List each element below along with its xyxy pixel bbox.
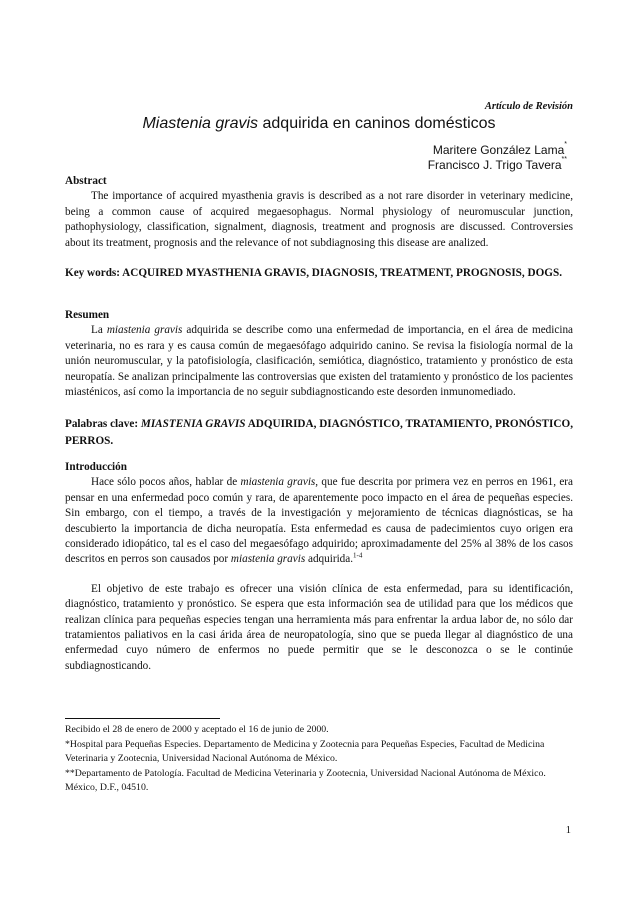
intro-paragraph-2: El objetivo de este trabajo es ofrecer una visión clínica de esta enfermedad, para su identificación, diagnóstico, tratamiento y pronóstico. Se espera que esta información sea de utilidad para que los médicos que realizan clínica para pequeñas especies tengan una herramienta más para enfrentar la ardua labor de, no sólo dar tratamientos paliativos en la casi árida área de neuropatología, sino que se pueda llegar al diagnóstico de una enfermedad cuyo número de enfermos no puede permitir que se le desconozca o se le continúe subdiagnosticando. [65, 582, 573, 672]
palabras-rest: ADQUIRIDA, DIAGNÓSTICO, TRATAMIENTO, PRONÓSTICO, PERROS. [65, 418, 573, 447]
page-number: 1 [565, 825, 571, 836]
intro-paragraph-1 [65, 475, 573, 567]
intro-p1-a: Hace sólo pocos años, hablar de [91, 476, 241, 489]
footnote-affiliation-2: **Departamento de Patología. Facultad de Medicina Veterinaria y Zootecnia, Universidad Nacional Autónoma de México. México, D.F., 04510. [65, 767, 546, 793]
author-name: Francisco J. Trigo Tavera [427, 158, 562, 172]
author-name: Maritere González Lama [432, 143, 565, 157]
intro-p1-italic-2: miastenia gravis [230, 553, 306, 566]
resumen-text [65, 323, 573, 400]
title-rest: adquirida en caninos domésticos [258, 115, 496, 132]
intro-p1-b: , que fue descrita por primera vez en perros en 1961, era pensar en una enfermedad poco común y rara, de aparentemente poco impacto en el área de pequeñas especies. Sin embargo, con el tiempo, a través de la investigación y mejoramiento de técnicas diagnósticas, se ha descubierto la importancia de dicha neuropatía. Esta enfermedad es causa de padecimientos cuyo origen era considerado idiopático, tal es el caso del megaesófago adquirido; aproximadamente del 25% al 38% de los casos descritos en perros son causados por [65, 476, 573, 566]
keywords: Key words: ACQUIRED MYASTHENIA GRAVIS, DIAGNOSIS, TREATMENT, PROGNOSIS, DOGS. [65, 267, 562, 279]
author-2 [428, 158, 567, 172]
citation-ref: 1-4 [353, 551, 363, 560]
palabras-prefix: Palabras clave: [65, 418, 141, 430]
title-italic-part: Miastenia gravis [142, 115, 259, 132]
article-title [65, 115, 573, 133]
article-type-label: Artículo de Revisión [484, 101, 573, 112]
footnote-received: Recibido el 28 de enero de 2000 y aceptado el 16 de junio de 2000. [65, 724, 329, 735]
intro-p1-c: adquirida. [305, 553, 354, 566]
abstract-text: The importance of acquired myasthenia gravis is described as a not rare disorder in veterinary medicine, being a common cause of acquired megaesophagus. Normal physiology of neuromuscular junction, pathophysiology, classification, signalment, diagnosis, treatment and prognosis are discussed. Controversies about its treatment, prognosis and the relevance of not subdiagnosing this disease are analized. [65, 190, 573, 249]
resumen-body: adquirida se describe como una enfermedad de importancia, en el área de medicina veterinaria, no es rara y es causa común de megaesófago adquirido canino. Se revisa la fisiología normal de la unión neuromuscular, y la patofisiología, clasificación, semiótica, diagnóstico, tratamiento y pronóstico de esta neuropatía. Se analizan principalmente las controversias que existen del tratamiento y pronóstico de los pacientes miasténicos, así como la importancia de no seguir subdiagnosticando este desorden inmunomediado. [65, 324, 573, 399]
resumen-heading: Resumen [65, 309, 110, 321]
author-mark: * [564, 141, 567, 148]
introduccion-section [65, 460, 573, 674]
abstract-heading: Abstract [65, 175, 107, 187]
footnotes [65, 723, 573, 796]
resumen-section [65, 308, 573, 400]
resumen-italic: miastenia gravis [106, 324, 183, 337]
resumen-lead: La [91, 324, 107, 337]
footnote-divider [65, 718, 220, 719]
footnote-affiliation-1: *Hospital para Pequeñas Especies. Departamento de Medicina y Zootecnia para Pequeñas Especies, Facultad de Medicina Veterinaria y Zootecnia, Universidad Nacional Autónoma de México. [65, 738, 545, 764]
palabras-italic: MIASTENIA GRAVIS [140, 418, 246, 430]
author-1 [433, 143, 567, 157]
abstract-section [65, 174, 573, 251]
palabras-clave [65, 416, 573, 450]
intro-p1-italic-1: miastenia gravis [240, 476, 316, 489]
author-mark: ** [561, 156, 567, 163]
introduccion-heading: Introducción [65, 461, 127, 473]
